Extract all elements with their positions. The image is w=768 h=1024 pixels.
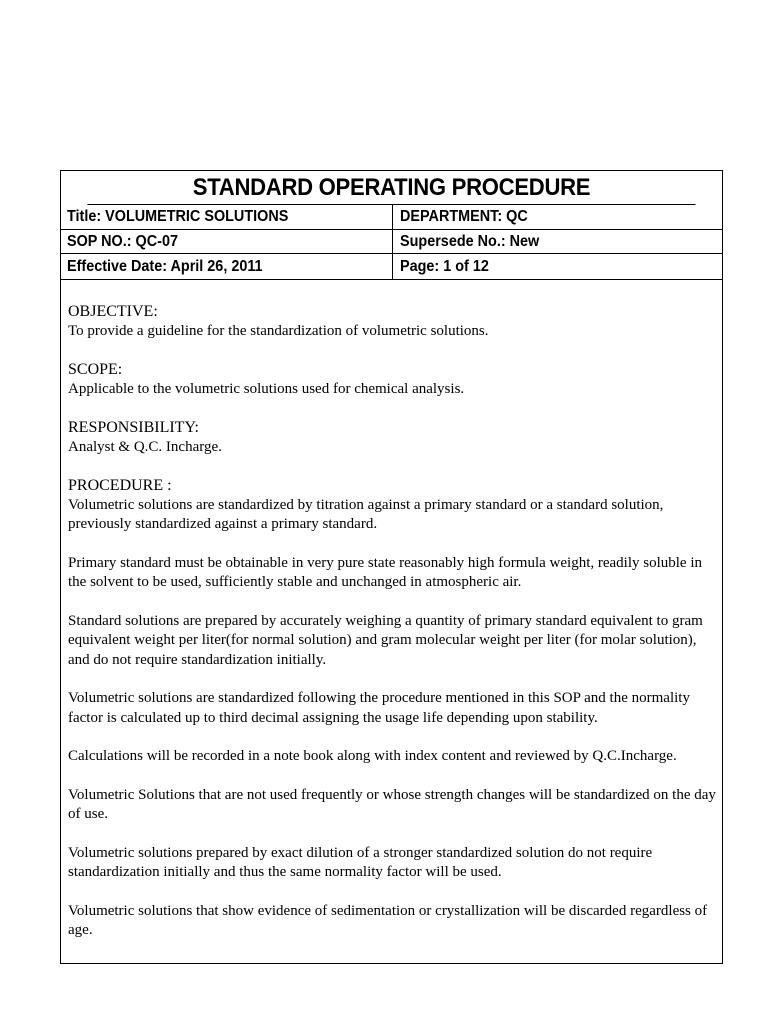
responsibility-section <box>68 418 716 457</box>
header-row-title <box>61 205 722 230</box>
sop-document <box>60 170 723 964</box>
title-label: Title: VOLUMETRIC SOLUTIONS <box>67 208 289 225</box>
effective-date-cell <box>61 254 393 279</box>
scope-text: Applicable to the volumetric solutions used for chemical analysis. <box>68 380 465 397</box>
procedure-paragraph: Volumetric solutions that show evidence of sedimentation or crystallization will be discarded regardless of age. <box>68 902 708 938</box>
title-cell <box>61 205 393 229</box>
page-number-cell <box>393 254 722 279</box>
supersede-cell <box>393 230 722 253</box>
header-row-date <box>61 254 722 280</box>
procedure-paragraph: Volumetric Solutions that are not used frequently or whose strength changes will be standardized on the day of use. <box>68 786 716 822</box>
objective-heading: OBJECTIVE: <box>68 303 158 320</box>
scope-section <box>68 360 716 399</box>
procedure-paragraph: Volumetric solutions prepared by exact dilution of a stronger standardized solution do not require standardization initially and thus the same normality factor will be used. <box>68 844 653 880</box>
responsibility-text: Analyst & Q.C. Incharge. <box>68 438 222 455</box>
page-number: Page: 1 of 12 <box>400 258 489 275</box>
document-title: STANDARD OPERATING PROCEDURE <box>87 171 695 205</box>
objective-text: To provide a guideline for the standardization of volumetric solutions. <box>68 322 489 339</box>
procedure-paragraph: Primary standard must be obtainable in very pure state reasonably high formula weight, readily soluble in the solvent to be used, sufficiently stable and unchanged in atmospheric air. <box>68 554 702 590</box>
procedure-paragraph: Calculations will be recorded in a note book along with index content and reviewed by Q.C.Incharge. <box>68 748 677 764</box>
responsibility-heading: RESPONSIBILITY: <box>68 419 199 436</box>
effective-date: Effective Date: April 26, 2011 <box>67 258 263 275</box>
objective-section <box>68 302 716 341</box>
header-row-sop <box>61 230 722 254</box>
procedure-paragraph: Volumetric solutions are standardized following the procedure mentioned in this SOP and the normality factor is calculated up to third decimal assigning the usage life depending upon stability. <box>68 690 690 726</box>
department-cell <box>393 205 722 229</box>
procedure-paragraph: Standard solutions are prepared by accurately weighing a quantity of primary standard equivalent to gram equivalent weight per liter(for normal solution) and gram molecular weight per liter (for molar solution), and do not require standardization initially. <box>68 612 703 668</box>
procedure-heading: PROCEDURE : <box>68 477 172 494</box>
procedure-paragraph: Volumetric solutions are standardized by titration against a primary standard or a standard solution, previously standardized against a primary standard. <box>68 496 664 532</box>
sop-number-cell <box>61 230 393 253</box>
department-label: DEPARTMENT: QC <box>400 208 528 225</box>
scope-heading: SCOPE: <box>68 361 123 378</box>
document-body <box>61 280 722 941</box>
sop-number: SOP NO.: QC-07 <box>67 233 178 250</box>
supersede-number: Supersede No.: New <box>400 233 540 250</box>
procedure-section <box>68 476 716 941</box>
